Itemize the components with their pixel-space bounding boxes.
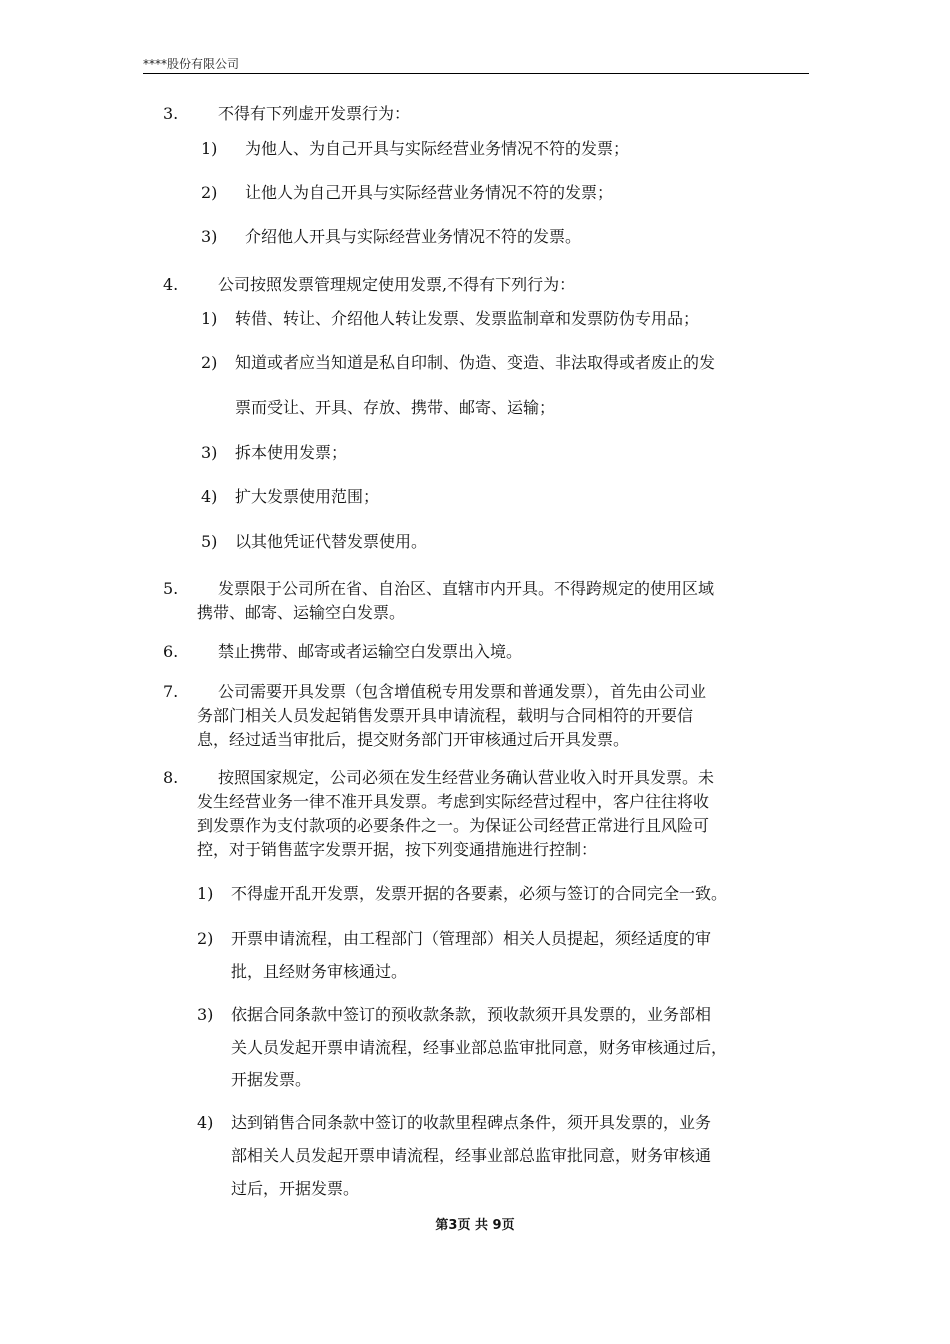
item-5-line-2: 携带、邮寄、运输空白发票。 <box>197 603 406 622</box>
item-8-paragraph <box>197 766 714 862</box>
item-3-text: 不得有下列虚开发票行为： <box>218 104 411 123</box>
item-4-number: 4. <box>163 275 179 294</box>
item-3-sub-1-text: 为他人、为自己开具与实际经营业务情况不符的发票； <box>245 139 630 158</box>
item-8-sub-3-number: 3) <box>197 1005 214 1024</box>
item-8-sub-1-text: 不得虚开乱开发票，发票开据的各要素，必须与签订的合同完全一致。 <box>231 884 728 903</box>
item-8-sub-3-line-1: 依据合同条款中签订的预收款条款，预收款须开具发票的，业务部相 <box>231 1005 712 1024</box>
item-8-number: 8. <box>163 768 179 787</box>
company-name: ****股份有限公司 <box>143 57 240 71</box>
item-3-sub-1-number: 1) <box>201 139 218 158</box>
item-3-sub-2-text: 让他人为自己开具与实际经营业务情况不符的发票； <box>245 183 614 202</box>
item-4-sub-2-line-1: 知道或者应当知道是私自印制、伪造、变造、非法取得或者废止的发 <box>235 353 716 372</box>
item-8-line-1: 按照国家规定，公司必须在发生经营业务确认营业收入时开具发票。未 <box>218 768 715 787</box>
item-8-sub-3-line-3: 开据发票。 <box>231 1070 312 1089</box>
item-3-sub-3-number: 3) <box>201 227 218 246</box>
item-8-sub-2-line-2: 批，且经财务审核通过。 <box>231 962 408 981</box>
item-8-sub-2-number: 2) <box>197 929 214 948</box>
item-7-line-2: 务部门相关人员发起销售发票开具申请流程，载明与合同相符的开要信 <box>197 706 694 725</box>
item-6-text: 禁止携带、邮寄或者运输空白发票出入境。 <box>218 642 523 661</box>
item-5-paragraph <box>197 577 714 625</box>
item-8-line-4: 控，对于销售蓝字发票开据，按下列变通措施进行控制： <box>197 840 598 859</box>
item-7-number: 7. <box>163 682 179 701</box>
item-7-line-1: 公司需要开具发票（包含增值税专用发票和普通发票），首先由公司业 <box>218 682 707 701</box>
item-6-number: 6. <box>163 642 179 661</box>
item-3-sub-3-text: 介绍他人开具与实际经营业务情况不符的发票。 <box>245 227 582 246</box>
item-5-number: 5. <box>163 579 179 598</box>
item-8-sub-2-line-1: 开票申请流程，由工程部门（管理部）相关人员提起，须经适度的审 <box>231 929 712 948</box>
item-4-sub-4-number: 4) <box>201 487 218 506</box>
item-4-sub-5-text: 以其他凭证代替发票使用。 <box>235 532 428 551</box>
page-number: 第3页 共 9页 <box>435 1218 515 1233</box>
item-8-sub-4-line-2: 部相关人员发起开票申请流程，经事业部总监审批同意，财务审核通 <box>231 1146 712 1165</box>
item-4-text: 公司按照发票管理规定使用发票,不得有下列行为： <box>218 275 576 294</box>
item-4-sub-2-line-2: 票而受让、开具、存放、携带、邮寄、运输； <box>235 398 556 417</box>
item-4-sub-1-text: 转借、转让、介绍他人转让发票、发票监制章和发票防伪专用品； <box>235 309 700 328</box>
page-header <box>143 57 809 74</box>
item-4-sub-5-number: 5) <box>201 532 218 551</box>
item-4-sub-1-number: 1) <box>201 309 218 328</box>
item-4-sub-2-number: 2) <box>201 353 218 372</box>
item-4-sub-3-text: 拆本使用发票； <box>235 443 348 462</box>
item-7-line-3: 息，经过适当审批后，提交财务部门开审核通过后开具发票。 <box>197 730 630 749</box>
item-8-sub-4-line-1: 达到销售合同条款中签订的收款里程碑点条件，须开具发票的，业务 <box>231 1113 712 1132</box>
item-7-paragraph <box>197 680 706 752</box>
item-8-sub-1-number: 1) <box>197 884 214 903</box>
item-4-sub-3-number: 3) <box>201 443 218 462</box>
item-8-sub-4-line-3: 过后，开据发票。 <box>231 1179 360 1198</box>
item-8-sub-3-line-2: 关人员发起开票申请流程，经事业部总监审批同意，财务审核通过后， <box>231 1038 728 1057</box>
item-8-sub-4-number: 4) <box>197 1113 214 1132</box>
item-4-sub-4-text: 扩大发票使用范围； <box>235 487 380 506</box>
item-8-line-2: 发生经营业务一律不准开具发票。考虑到实际经营过程中，客户往往将收 <box>197 792 710 811</box>
item-8-line-3: 到发票作为支付款项的必要条件之一。为保证公司经营正常进行且风险可 <box>197 816 710 835</box>
item-3-sub-2-number: 2) <box>201 183 218 202</box>
item-5-line-1: 发票限于公司所在省、自治区、直辖市内开具。不得跨规定的使用区域 <box>218 579 715 598</box>
item-3-number: 3. <box>163 104 179 123</box>
